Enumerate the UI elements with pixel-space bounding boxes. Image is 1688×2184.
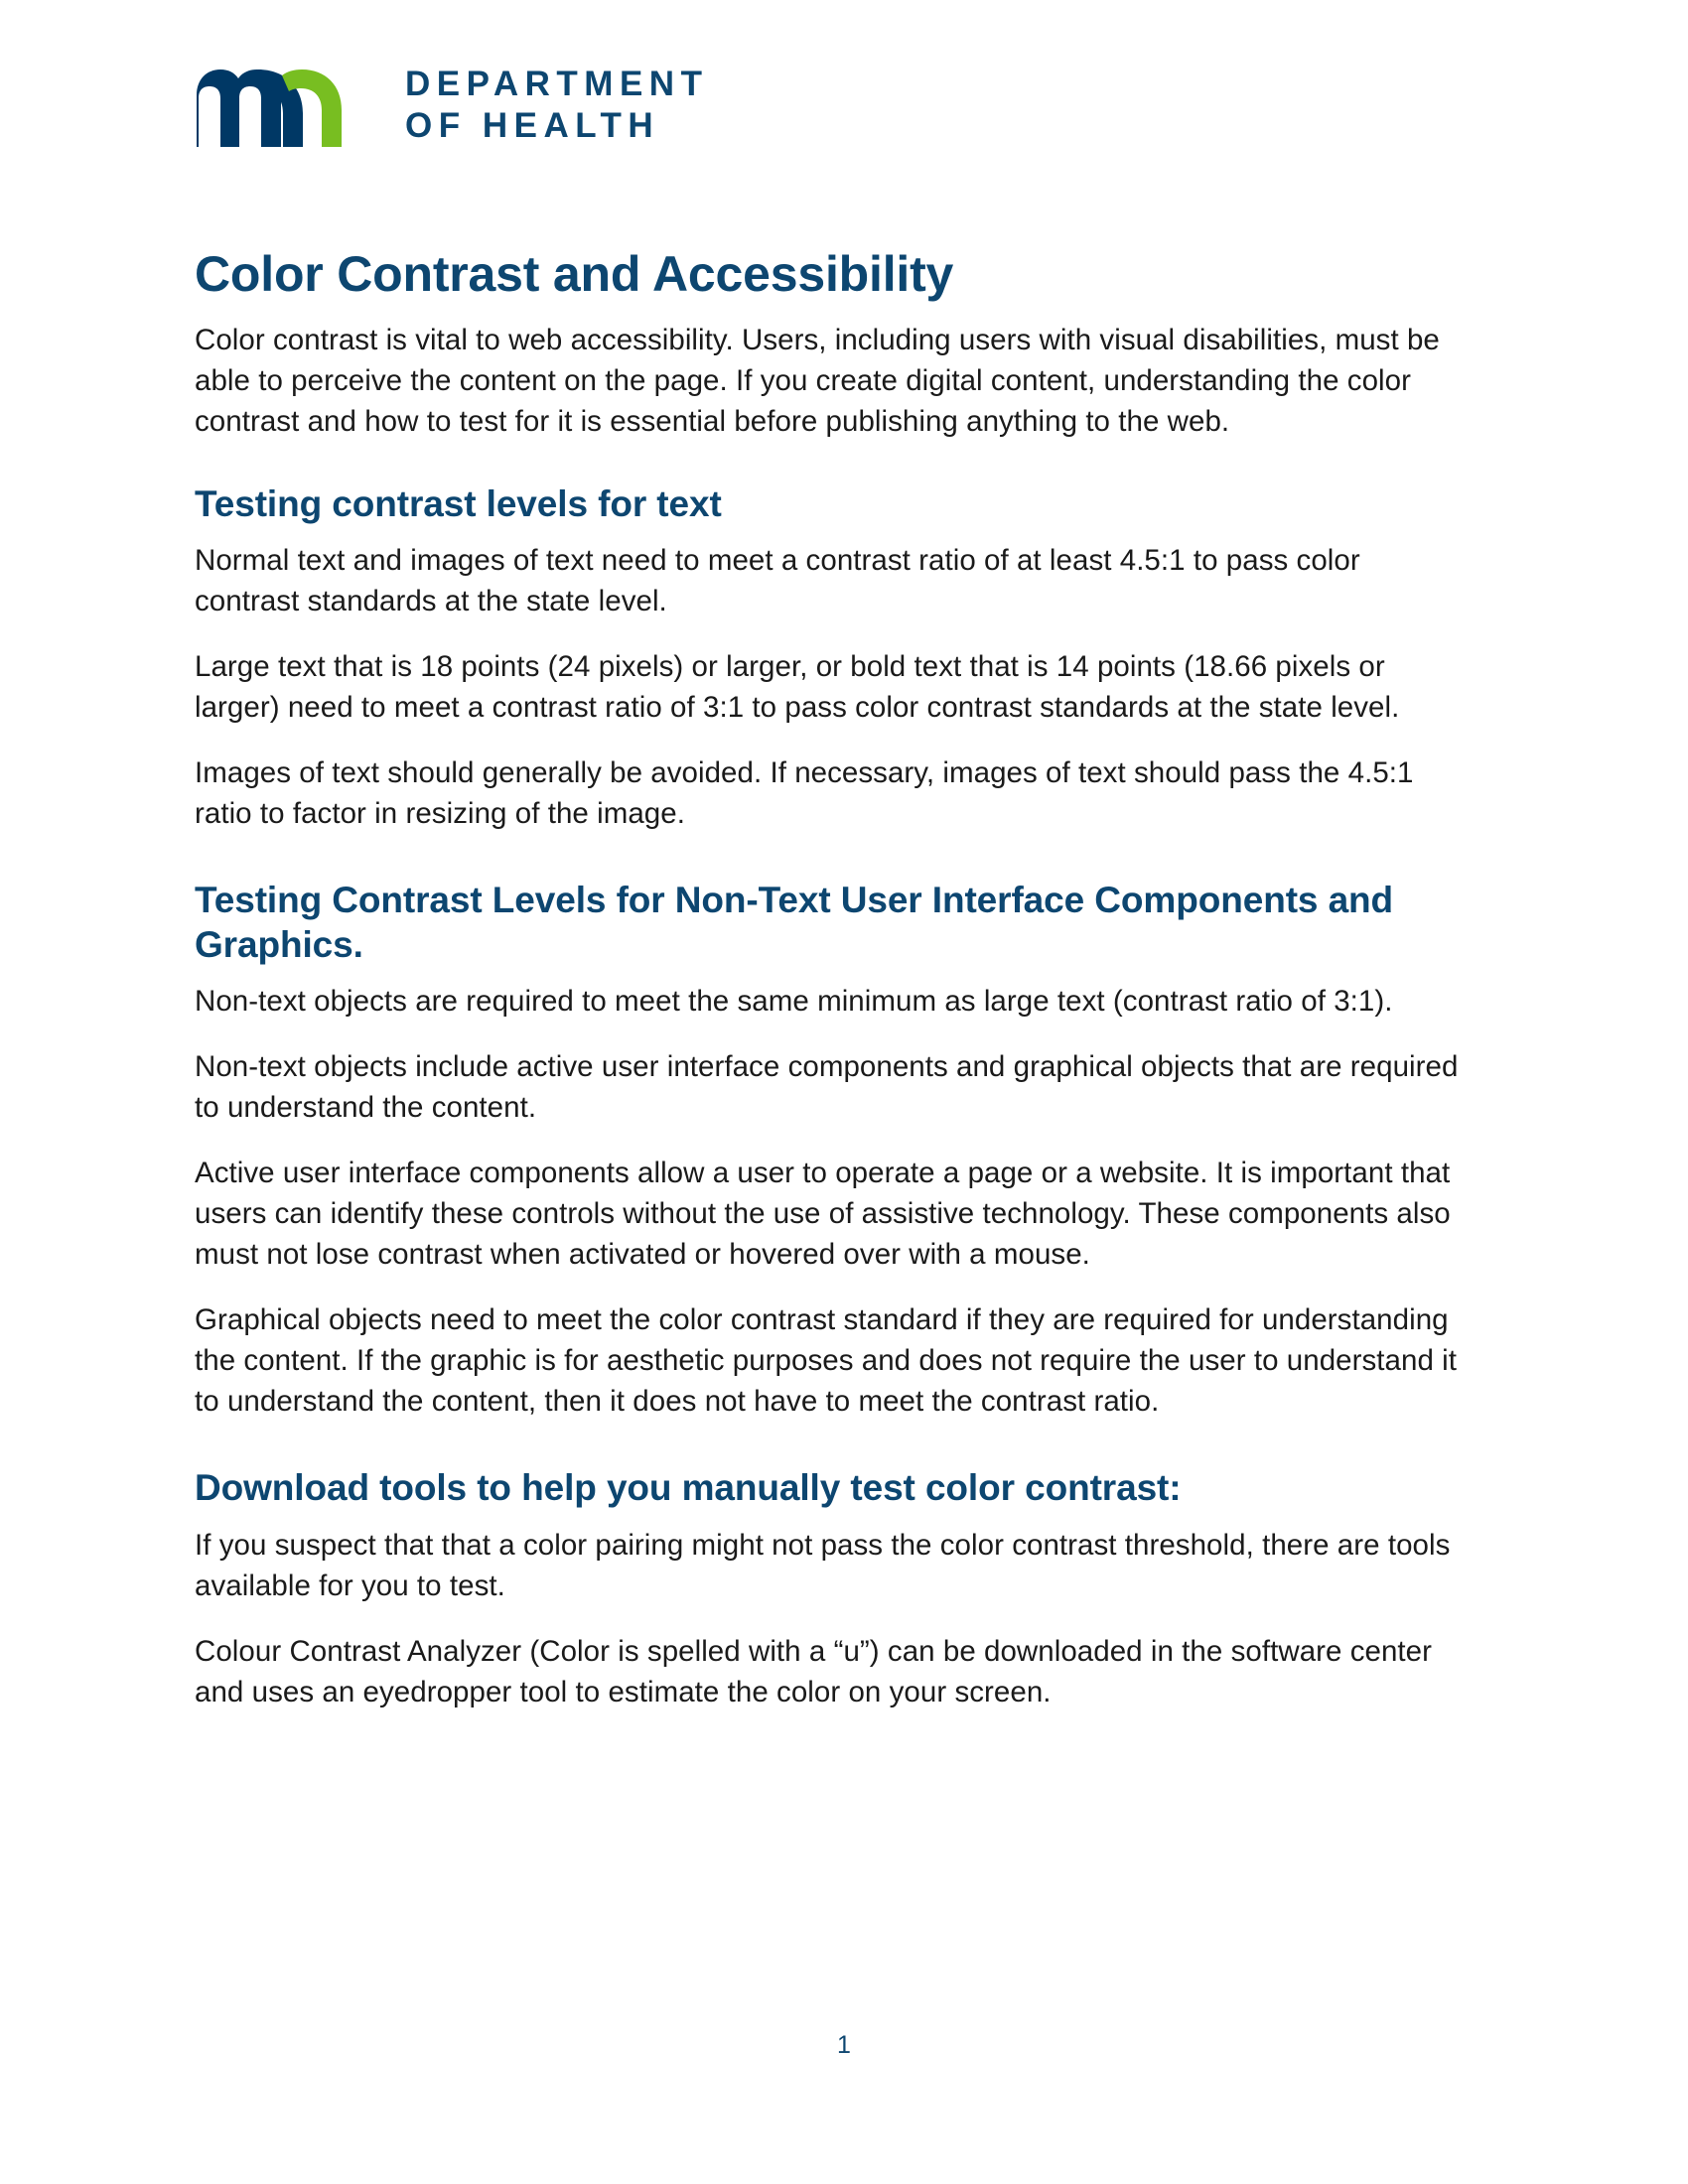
intro-paragraph: Color contrast is vital to web accessibility. Users, including users with visual disabilities, must be able to perceive the content on the page. If you create digital content, understanding the color contrast and how to test for it is essential before publishing anything to the web. (195, 324, 1440, 438)
mdh-wordmark (405, 67, 708, 143)
paragraph: Graphical objects need to meet the color contrast standard if they are required for understanding the content. If the graphic is for aesthetic purposes and does not require the user to understand it to understand the content, then it does not have to meet the contrast ratio. (195, 1303, 1458, 1419)
paragraph: Colour Contrast Analyzer (Color is spelled with a “u”) can be downloaded in the software center and uses an eyedropper tool to estimate the color on your screen. (195, 1634, 1433, 1708)
wordmark-line-of-health: OF HEALTH (405, 106, 660, 145)
paragraph: Non-text objects include active user interface components and graphical objects that are required to understand the content. (195, 1050, 1459, 1125)
mdh-logo (197, 56, 708, 147)
paragraph: Non-text objects are required to meet the same minimum as large text (contrast ratio of 3:1). (195, 985, 1393, 1019)
document-body (195, 246, 1468, 1712)
section-heading-non-text-user-interface-components: Testing Contrast Levels for Non-Text User Interface Components and Graphics. (195, 880, 1394, 966)
paragraph: If you suspect that that a color pairing might not pass the color contrast threshold, there are tools available for you to test. (195, 1528, 1451, 1602)
section-heading-testing-contrast-levels-for-text: Testing contrast levels for text (195, 483, 722, 524)
paragraph: Images of text should generally be avoided. If necessary, images of text should pass the 4.5:1 ratio to factor in resizing of the image. (195, 756, 1414, 831)
paragraph: Normal text and images of text need to meet a contrast ratio of at least 4.5:1 to pass color contrast standards at the state level. (195, 544, 1360, 618)
wordmark-line-department: DEPARTMENT (405, 65, 709, 103)
paragraph: Active user interface components allow a user to operate a page or a website. It is important that users can identify these controls without the use of assistive technology. These components also must not lose contrast when activated or hovered over with a mouse. (195, 1157, 1451, 1272)
section-heading-download-tools: Download tools to help you manually test color contrast: (195, 1467, 1182, 1509)
page-number: 1 (837, 2031, 851, 2059)
mn-logo-mark-icon (197, 56, 348, 147)
page-footer (0, 2031, 1688, 2060)
page-title: Color Contrast and Accessibility (195, 246, 954, 302)
paragraph: Large text that is 18 points (24 pixels) or larger, or bold text that is 14 points (18.66 pixels or larger) need to meet a contrast ratio of 3:1 to pass color contrast standards at the state level. (195, 650, 1400, 725)
